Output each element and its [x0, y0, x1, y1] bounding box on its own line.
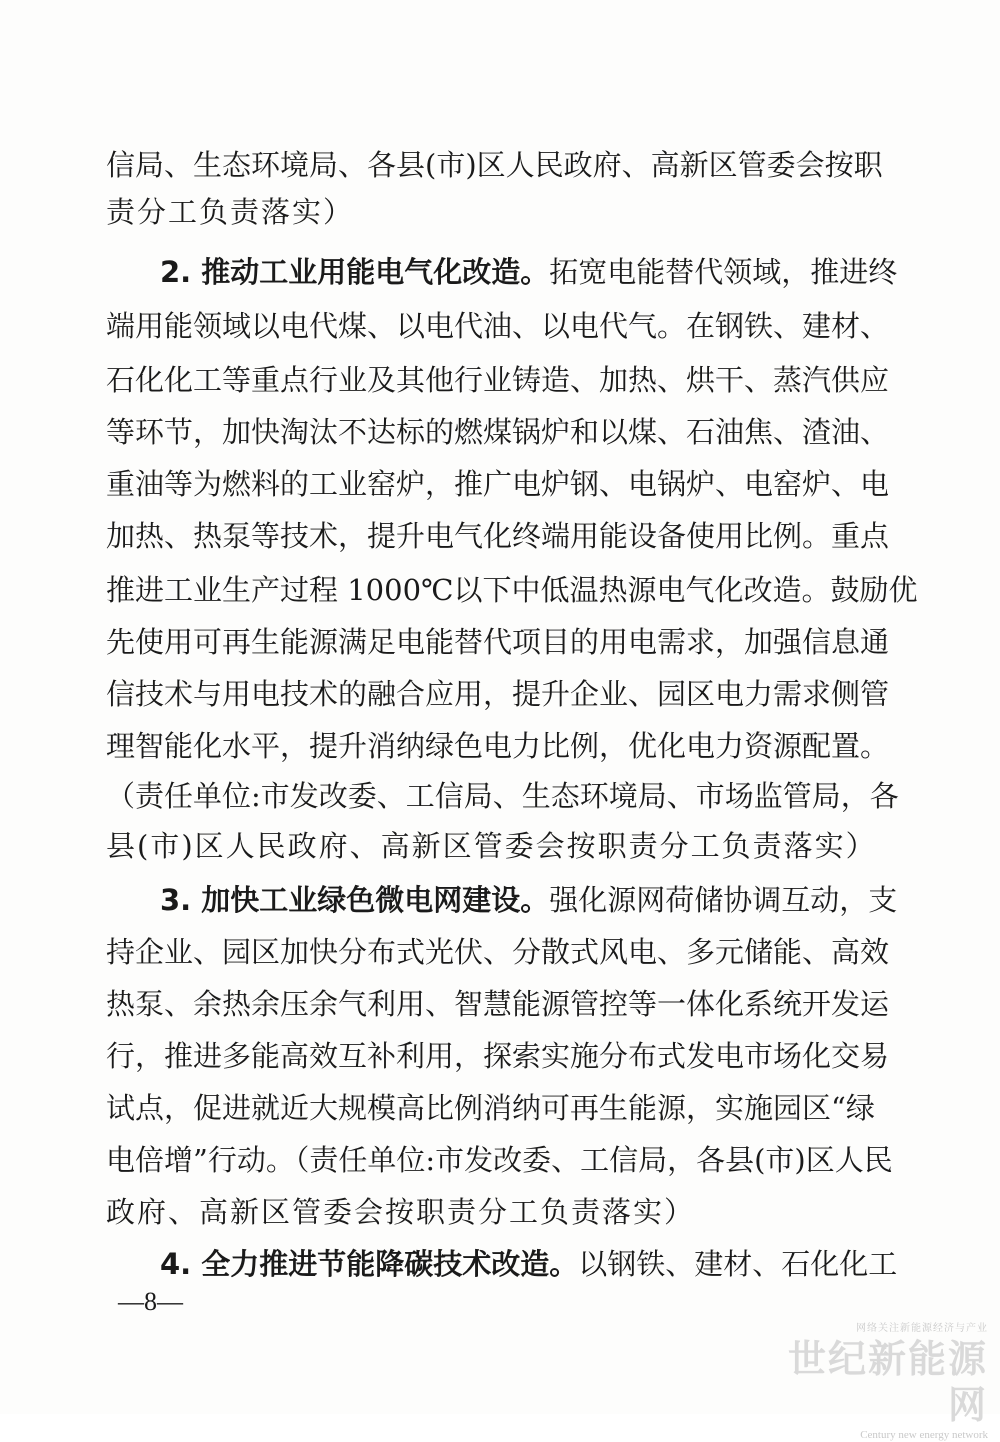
body-line: 行，推进多能高效互补利用，探索实施分布式发电市场化交易: [106, 1039, 890, 1073]
body-line: 信局、生态环境局、各县(市)区人民政府、高新区管委会按职: [106, 148, 883, 182]
body-line: 试点，促进就近大规模高比例消纳可再生能源，实施园区“绿: [106, 1091, 875, 1125]
watermark-tagline: 网络关注新能源经济与产业: [856, 1323, 988, 1334]
heading-text: 强化源网荷储协调互动，支: [549, 883, 898, 917]
body-line: 信技术与用电技术的融合应用，提升企业、园区电力需求侧管: [106, 677, 890, 711]
body-line: 等环节，加快淘汰不达标的燃煤锅炉和以煤、石油焦、渣油、: [106, 415, 890, 449]
body-line: 电倍增”行动。（责任单位:市发改委、工信局，各县(市)区人民: [106, 1143, 893, 1177]
body-line: 责分工负责落实）: [106, 195, 355, 229]
body-line: 石化化工等重点行业及其他行业铸造、加热、烘干、蒸汽供应: [106, 363, 890, 397]
heading-text: 以钢铁、建材、石化化工: [578, 1247, 898, 1281]
section-heading-4: [160, 1244, 898, 1284]
page-number: —8—: [118, 1287, 183, 1316]
heading-text: 拓宽电能替代领域，推进终: [549, 255, 898, 289]
heading-title: 2. 推动工业用能电气化改造。: [160, 255, 550, 289]
body-line: 持企业、园区加快分布式光伏、分散式风电、多元储能、高效: [106, 935, 890, 969]
body-line: 理智能化水平，提升消纳绿色电力比例，优化电力资源配置。: [106, 729, 890, 763]
body-line: 重油等为燃料的工业窑炉，推广电炉钢、电锅炉、电窑炉、电: [106, 467, 890, 501]
body-line: 县(市)区人民政府、高新区管委会按职责分工负责落实）: [106, 829, 877, 863]
body-line: 端用能领域以电代煤、以电代油、以电代气。在钢铁、建材、: [106, 309, 890, 343]
section-heading-2: [160, 252, 898, 292]
watermark-subtitle: Century new energy network: [860, 1429, 988, 1441]
body-line: 推进工业生产过程 1000℃以下中低温热源电气化改造。鼓励优: [106, 573, 918, 607]
watermark-title: 世纪新能源网: [787, 1337, 988, 1427]
heading-title: 4. 全力推进节能降碳技术改造。: [160, 1247, 579, 1281]
section-heading-3: [160, 880, 898, 920]
body-line: 加热、热泵等技术，提升电气化终端用能设备使用比例。重点: [106, 519, 890, 553]
body-line: 政府、高新区管委会按职责分工负责落实）: [106, 1195, 696, 1229]
body-line: （责任单位:市发改委、工信局、生态环境局、市场监管局，各: [106, 779, 899, 813]
body-line: 热泵、余热余压余气利用、智慧能源管控等一体化系统开发运: [106, 987, 890, 1021]
body-line: 先使用可再生能源满足电能替代项目的用电需求，加强信息通: [106, 625, 890, 659]
heading-title: 3. 加快工业绿色微电网建设。: [160, 883, 550, 917]
watermark-logo: [778, 1322, 988, 1441]
